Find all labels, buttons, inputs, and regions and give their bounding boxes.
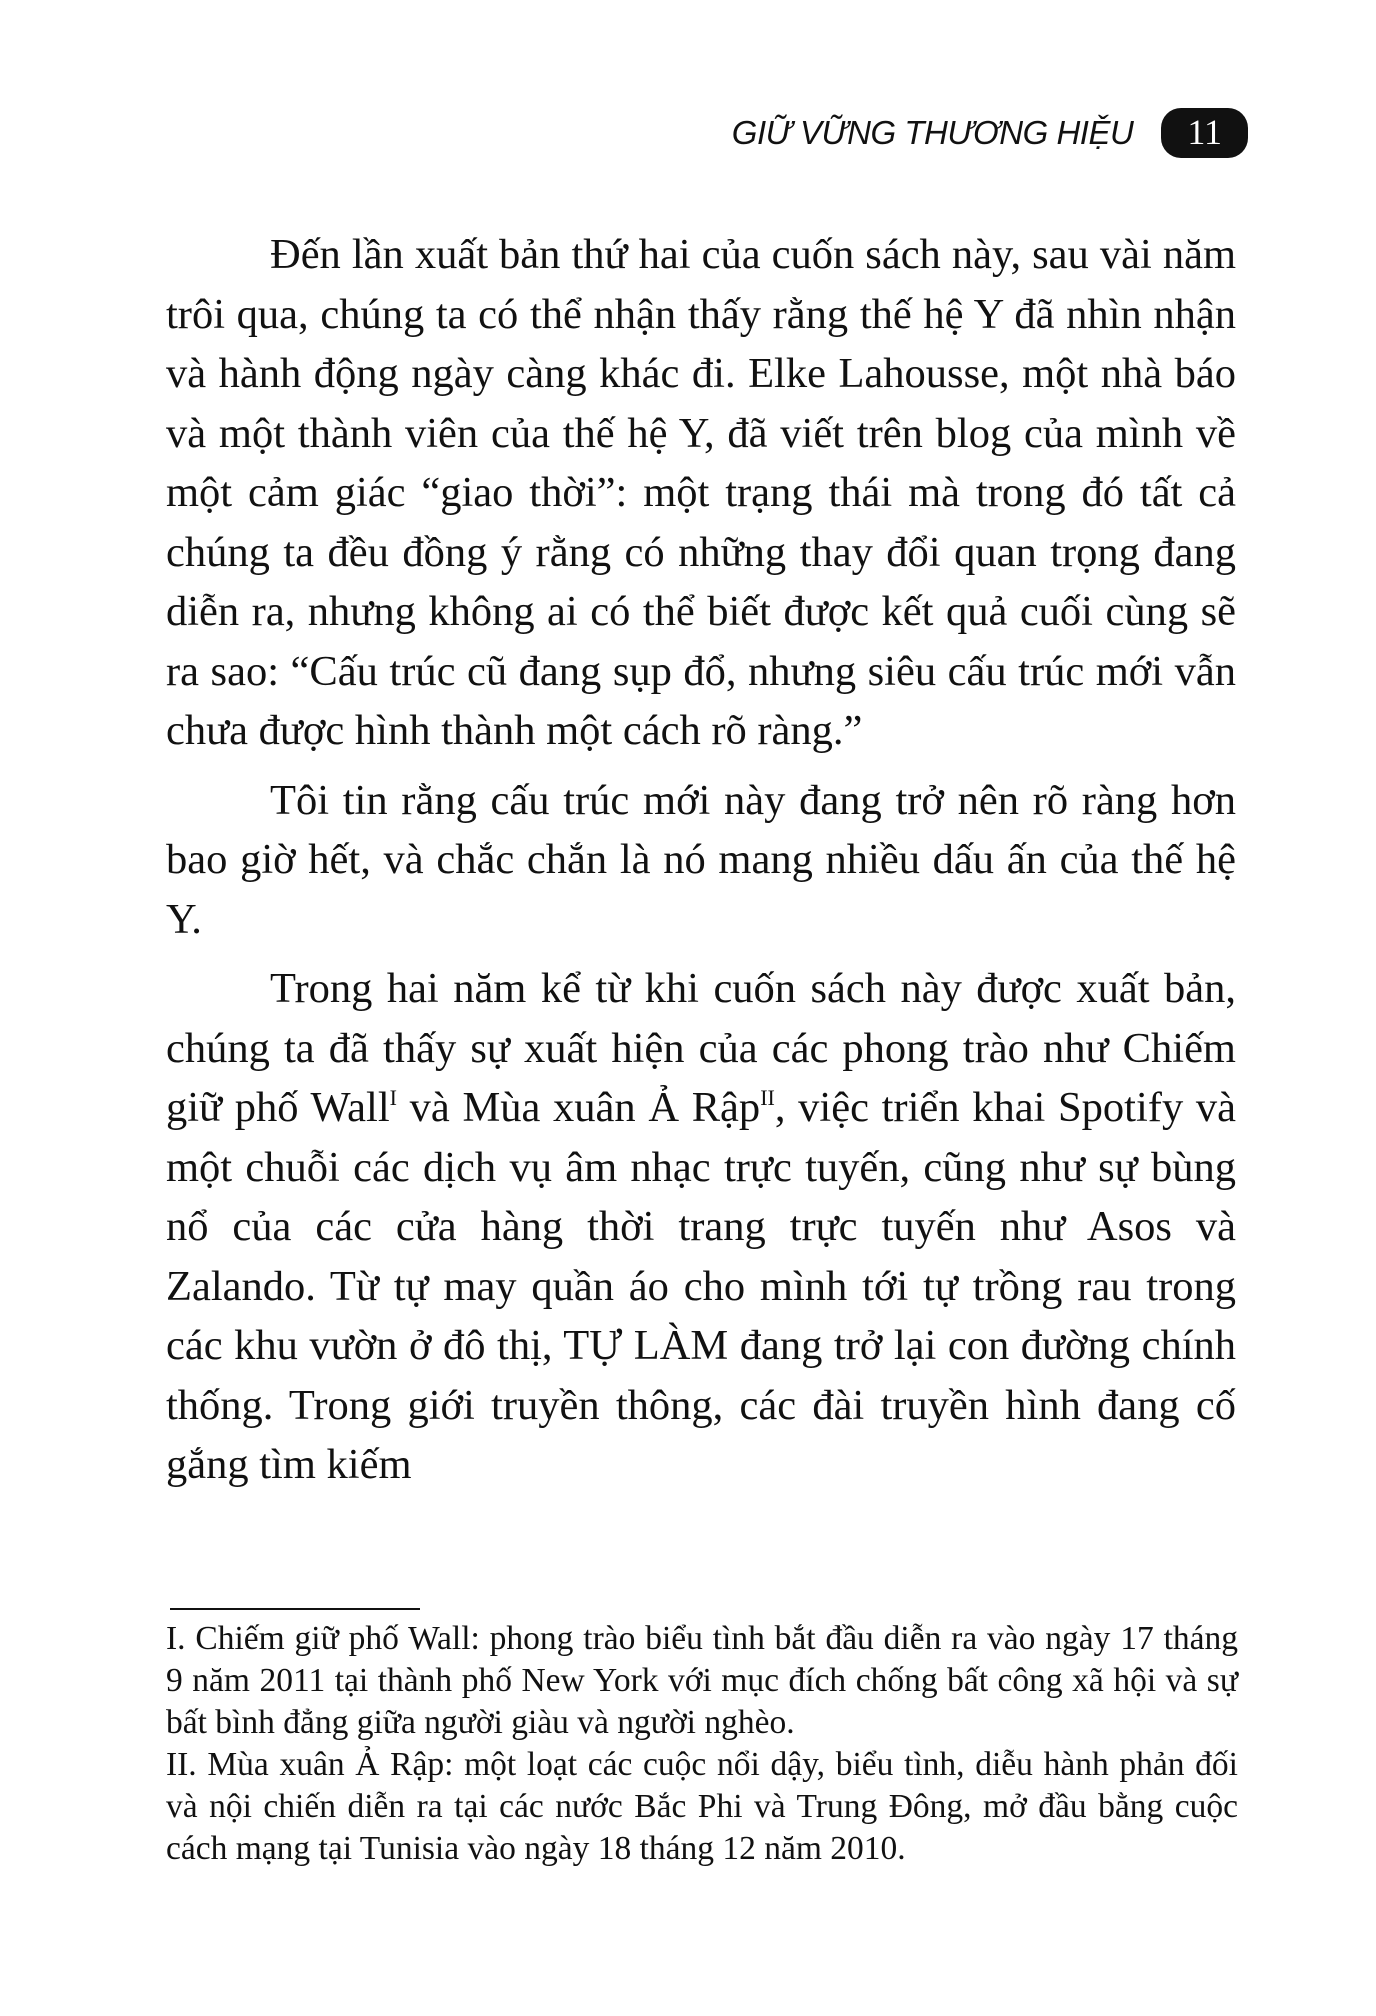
footnote-ref-1: I xyxy=(389,1085,397,1110)
body-text xyxy=(166,225,1236,1495)
paragraph-3-part-1: Trong hai năm kể từ khi cuốn sách này được xuất bản, chúng ta đã thấy sự xuất hiện của các phong trào như Chiếm giữ phố Wall xyxy=(166,965,1236,1131)
page-number-badge: 11 xyxy=(1161,108,1248,158)
paragraph-3-part-2: và Mùa xuân Ả Rập xyxy=(396,1084,761,1131)
paragraph-2: Tôi tin rằng cấu trúc mới này đang trở nên rõ ràng hơn bao giờ hết, và chắc chắn là nó mang nhiều dấu ấn của thế hệ Y. xyxy=(166,776,1236,943)
footnotes xyxy=(166,1618,1238,1870)
footnote-2: II. Mùa xuân Ả Rập: một loạt các cuộc nổi dậy, biểu tình, diễu hành phản đối và nội chiến diễn ra tại các nước Bắc Phi và Trung Đông, mở đầu bằng cuộc cách mạng tại Tunisia vào ngày 18 tháng 12 năm 2010. xyxy=(166,1746,1238,1867)
footnote-1: I. Chiếm giữ phố Wall: phong trào biểu tình bắt đầu diễn ra vào ngày 17 tháng 9 năm 2011 tại thành phố New York với mục đích chống bất công xã hội và sự bất bình đẳng giữa người giàu và người nghèo. xyxy=(166,1620,1238,1741)
footnote-divider xyxy=(170,1608,420,1610)
paragraph-3 xyxy=(166,959,1236,1495)
running-header-title: GIỮ VỮNG THƯƠNG HIỆU xyxy=(731,114,1134,151)
paragraph-1: Đến lần xuất bản thứ hai của cuốn sách này, sau vài năm trôi qua, chúng ta có thể nhận thấy rằng thế hệ Y đã nhìn nhận và hành động ngày càng khác đi. Elke Lahousse, một nhà báo và một thành viên của thế hệ Y, đã viết trên blog của mình về một cảm giác “giao thời”: một trạng thái mà trong đó tất cả chúng ta đều đồng ý rằng có những thay đổi quan trọng đang diễn ra, nhưng không ai có thể biết được kết quả cuối cùng sẽ ra sao: “Cấu trúc cũ đang sụp đổ, nhưng siêu cấu trúc mới vẫn chưa được hình thành một cách rõ ràng.” xyxy=(166,231,1236,754)
running-header xyxy=(732,108,1248,158)
paragraph-3-part-3: , việc triển khai Spotify và một chuỗi các dịch vụ âm nhạc trực tuyến, cũng như sự bùng nổ của các cửa hàng thời trang trực tuyến như Asos và Zalando. Từ tự may quần áo cho mình tới tự trồng rau trong các khu vườn ở đô thị, TỰ LÀM đang trở lại con đường chính thống. Trong giới truyền thông, các đài truyền hình đang cố gắng tìm kiếm xyxy=(166,1084,1237,1488)
footnote-ref-2: II xyxy=(760,1085,775,1110)
